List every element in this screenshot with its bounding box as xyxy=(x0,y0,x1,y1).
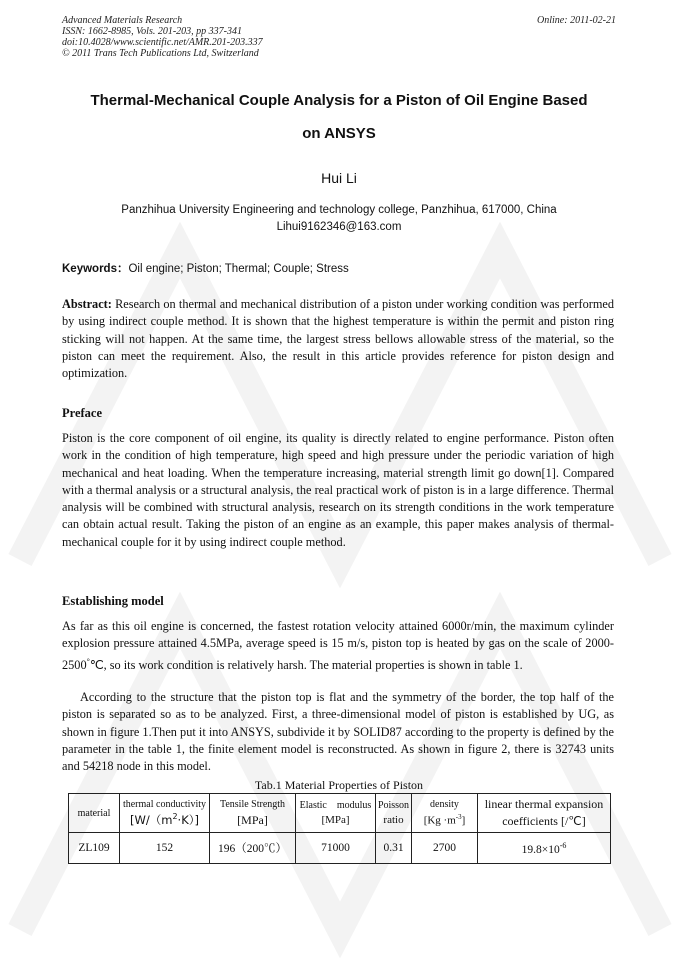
header-thermal-conductivity: thermal conductivity $[W/(m^2\cdot K)]$ xyxy=(120,794,210,833)
table-caption: Tab.1 Material Properties of Piston xyxy=(254,778,424,792)
table-header-row xyxy=(69,794,611,833)
cell-thermal-conductivity: 152 xyxy=(120,833,210,864)
author-email: Lihui9162346@163.com xyxy=(276,221,402,233)
paper-title-line-1: Thermal-Mechanical Couple Analysis for a Piston of Oil Engine Based xyxy=(90,92,588,109)
cell-thermal-expansion: $19.8\times 10^{-6}$ xyxy=(478,833,611,864)
cell-tensile-strength: 196（200℃） xyxy=(210,833,296,864)
model-paragraph-1: As far as this oil engine is concerned, the fastest rotation velocity attained 6000r/min, the maximum cylinder explosion pressure attained 4.5MPa, average speed is 15 m/s, piston top is heated by gas on the scale of 2000-2500°℃, so its work condition is relatively harsh. The material properties is shown in table 1. xyxy=(62,619,614,672)
online-date: Online: 2011-02-21 xyxy=(537,15,616,26)
journal-copyright: © 2011 Trans Tech Publications Ltd, Switzerland xyxy=(62,48,259,59)
header-density: density $[Kg \cdot m^{-3}]$ xyxy=(412,794,478,833)
keywords-text: Oil engine; Piston; Thermal; Couple; Stress xyxy=(128,263,349,275)
table-row xyxy=(69,833,611,864)
header-poisson-ratio: Poisson ratio xyxy=(376,794,412,833)
header-material: material xyxy=(69,794,120,833)
model-heading: Establishing model xyxy=(62,594,164,608)
journal-name: Advanced Materials Research xyxy=(62,15,183,26)
journal-doi: doi:10.4028/www.scientific.net/AMR.201-203.337 xyxy=(62,37,263,48)
journal-issn: ISSN: 1662-8985, Vols. 201-203, pp 337-341 xyxy=(62,26,242,37)
cell-poisson-ratio: 0.31 xyxy=(376,833,412,864)
header-elastic-modulus: Elastic modulus [MPa] xyxy=(296,794,376,833)
keywords-label: Keywords： xyxy=(62,263,129,275)
paper-title-line-2: on ANSYS xyxy=(302,125,376,142)
keywords xyxy=(62,260,616,276)
cell-density: 2700 xyxy=(412,833,478,864)
header-tensile-strength: Tensile Strength [MPa] xyxy=(210,794,296,833)
abstract-label: Abstract: xyxy=(62,297,112,311)
journal-header xyxy=(62,15,263,59)
header-thermal-expansion: linear thermal expansion coefficients [/℃] xyxy=(478,794,611,833)
cell-elastic-modulus: 71000 xyxy=(296,833,376,864)
model-paragraph-2: According to the structure that the piston top is flat and the symmetry of the border, the top half of the piston is separated so as to be analyzed. First, a three-dimensional model of piston is established by UG, as shown in figure 1.Then put it into ANSYS, subdivide it by SOLID87 according to the property is defined by the parameter in the table 1, the finite element model is reconstructed. As shown in figure 2, there is 32743 units and 54218 node in this model. xyxy=(62,690,614,774)
material-properties-table xyxy=(68,793,611,864)
preface-text: Piston is the core component of oil engine, its quality is directly related to engine performance. Piston often work in the condition of high temperature, high speed and high pressure under the periodic variation of high mechanical and heat loading. When the temperature increasing, material strength limit go down[1]. Compared with a thermal analysis or a structural analysis, the real practical work of piston is in a large difference. Thermal analysis will be combined with structural analysis, research on its strength conditions in the work temperature can obtain actual result. Taking the piston of an engine as an example, this paper makes analysis of thermal-mechanical couple for it by using indirect couple method. xyxy=(62,431,614,549)
preface-heading: Preface xyxy=(62,406,103,420)
author-name: Hui Li xyxy=(321,170,357,186)
abstract-text: Research on thermal and mechanical distribution of a piston under working condition was performed by using indirect couple method. It is shown that the highest temperature is within the permit and piston ring sticking will not happen. At the same time, the largest stress bellows allowable stress of the material, so the piston can meet the requirement. Also, the result in this article provides reference for piston design and optimization. xyxy=(62,297,614,381)
cell-material: ZL109 xyxy=(69,833,120,864)
affiliation: Panzhihua University Engineering and technology college, Panzhihua, 617000, China xyxy=(121,204,557,216)
abstract xyxy=(62,296,614,382)
